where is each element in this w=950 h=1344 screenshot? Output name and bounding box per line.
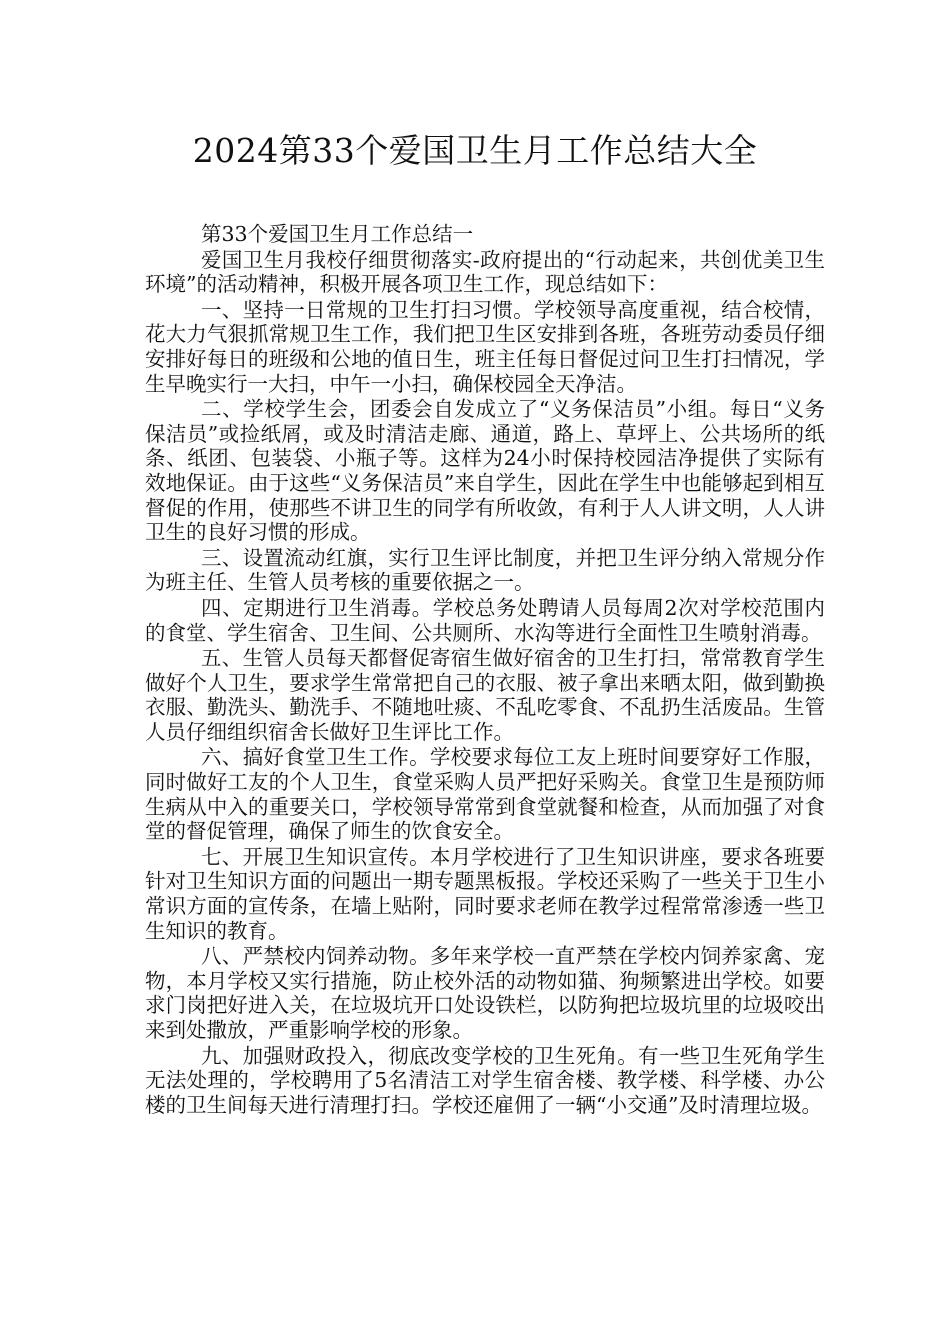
document-title: 2024第33个爱国卫生月工作总结大全 — [192, 131, 758, 170]
paragraph-9: 九、加强财政投入，彻底改变学校的卫生死角。有一些卫生死角学生无法处理的，学校聘用了5名清洁工对学生宿舍楼、教学楼、科学楼、办公楼的卫生间每天进行清理打扫。学校还雇佣了一辆“小交通”及时清理垃圾。 — [145, 1043, 825, 1117]
paragraph-1: 一、坚持一日常规的卫生打扫习惯。学校领导高度重视，结合校情，花大力气狠抓常规卫生工作，我们把卫生区安排到各班，各班劳动委员仔细安排好每日的班级和公地的值日生，班主任每日督促过问卫生打扫情况，学生早晚实行一大扫，中午一小扫，确保校园全天净洁。 — [145, 297, 825, 396]
document-body — [145, 222, 825, 1118]
section-heading: 第33个爱国卫生月工作总结一 — [201, 222, 474, 246]
paragraph-8: 八、严禁校内饲养动物。多年来学校一直严禁在学校内饲养家禽、宠物，本月学校又实行措施，防止校外活的动物如猫、狗频繁进出学校。如要求门岗把好进入关，在垃圾坑开口处设铁栏，以防狗把垃圾坑里的垃圾咬出来到处撒放，严重影响学校的形象。 — [145, 944, 825, 1042]
paragraph-intro: 爱国卫生月我校仔细贯彻落实-政府提出的“行动起来，共创优美卫生环境”的活动精神，积极开展各项卫生工作，现总结如下： — [145, 247, 825, 297]
paragraph-2: 二、学校学生会，团委会自发成立了“义务保洁员”小组。每日“义务保洁员”或捡纸屑，或及时清洁走廊、通道，路上、草坪上、公共场所的纸条、纸团、包装袋、小瓶子等。这样为24小时保持校园洁净提供了实际有效地保证。由于这些“义务保洁员”来自学生，因此在学生中也能够起到相互督促的作用，使那些不讲卫生的同学有所收敛，有利于人人讲文明，人人讲卫生的良好习惯的形成。 — [145, 397, 825, 545]
paragraph-4: 四、定期进行卫生消毒。学校总务处聘请人员每周2次对学校范围内的食堂、学生宿舍、卫生间、公共厕所、水沟等进行全面性卫生喷射消毒。 — [145, 595, 825, 645]
paragraph-7: 七、开展卫生知识宣传。本月学校进行了卫生知识讲座，要求各班要针对卫生知识方面的问题出一期专题黑板报。学校还采购了一些关于卫生小常识方面的宣传条，在墙上贴附，同时要求老师在教学过程常常渗透一些卫生知识的教育。 — [145, 844, 825, 943]
paragraph-3: 三、设置流动红旗，实行卫生评比制度，并把卫生评分纳入常规分作为班主任、生管人员考核的重要依据之一。 — [145, 545, 825, 595]
paragraph-5: 五、生管人员每天都督促寄宿生做好宿舍的卫生打扫，常常教育学生做好个人卫生，要求学生常常把自己的衣服、被子拿出来晒太阳，做到勤换衣服、勤洗头、勤洗手、不随地吐痰、不乱吃零食、不乱扔生活废品。生管人员仔细组织宿舍长做好卫生评比工作。 — [145, 646, 825, 744]
paragraph-6: 六、搞好食堂卫生工作。学校要求每位工友上班时间要穿好工作服，同时做好工友的个人卫生，食堂采购人员严把好采购关。食堂卫生是预防师生病从中入的重要关口，学校领导常常到食堂就餐和检查，从而加强了对食堂的督促管理，确保了师生的饮食安全。 — [145, 745, 825, 844]
